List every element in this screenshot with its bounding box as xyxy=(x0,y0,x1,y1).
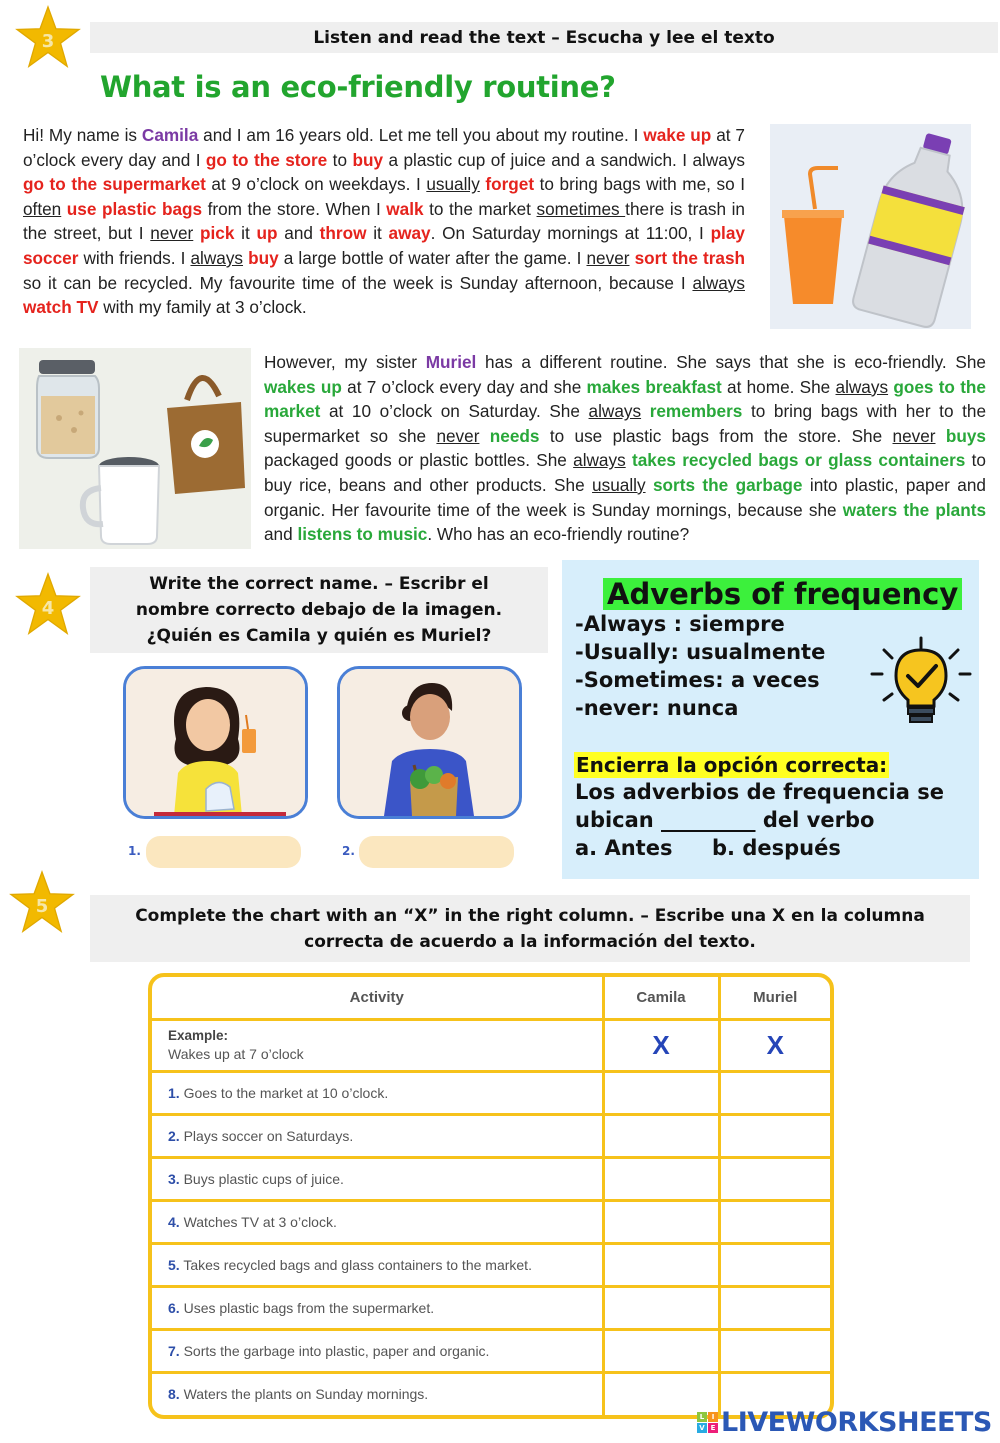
highlighted-phrase: wakes up xyxy=(264,376,342,397)
woman-with-grocery-bag-picture xyxy=(337,666,522,819)
answer-2-label: 2. xyxy=(342,844,355,858)
encircle-instruction: Encierra la opción correcta: xyxy=(576,753,888,777)
table-row xyxy=(152,1329,830,1372)
text-segment: However, my sister xyxy=(264,352,426,372)
highlighted-phrase: away xyxy=(388,223,431,244)
column-header-activity: Activity xyxy=(152,977,603,1019)
activity-text: Uses plastic bags from the supermarket. xyxy=(183,1299,435,1316)
answer-2-input[interactable] xyxy=(359,836,514,868)
text-segment: to xyxy=(327,149,353,170)
section-5-instruction xyxy=(90,895,970,962)
text-segment: a large bottle of water after the game. I xyxy=(278,247,587,268)
lightbulb-icon xyxy=(870,636,972,731)
highlighted-phrase: walk xyxy=(386,198,424,219)
text-segment: . Who has an eco-friendly routine? xyxy=(427,524,690,545)
activity-cell xyxy=(152,1286,603,1329)
text-segment: to use plastic bags from the store. She xyxy=(539,425,893,446)
highlighted-phrase: buy xyxy=(248,247,279,268)
text-segment: with friends. I xyxy=(78,247,191,268)
highlighted-phrase: play soccer xyxy=(23,223,745,268)
camila-answer-cell[interactable] xyxy=(603,1243,719,1286)
text-segment: it xyxy=(234,223,257,244)
adverb-underlined: always xyxy=(588,401,642,422)
highlighted-phrase: up xyxy=(256,223,278,244)
muriel-answer-cell[interactable] xyxy=(719,1071,830,1114)
logo-letter: E xyxy=(708,1423,718,1433)
highlighted-phrase: Camila xyxy=(141,125,199,145)
adverb-underlined: never xyxy=(150,223,194,244)
adverb-question-line: Los adverbios de frequencia se xyxy=(575,780,944,804)
section-5-number: 5 xyxy=(35,895,49,917)
table-row xyxy=(152,1114,830,1157)
table-row xyxy=(152,1071,830,1114)
activity-cell xyxy=(152,1157,603,1200)
highlighted-phrase: waters the plants xyxy=(842,499,987,520)
liveworksheets-logo xyxy=(697,1407,992,1438)
activity-number: 6. xyxy=(168,1299,180,1316)
option-b[interactable]: b. después xyxy=(712,836,841,860)
highlighted-phrase: buys xyxy=(945,425,986,446)
activity-text: Buys plastic cups of juice. xyxy=(183,1170,344,1187)
highlighted-phrase: remembers xyxy=(649,401,743,422)
highlighted-phrase: Muriel xyxy=(425,352,477,372)
activity-cell xyxy=(152,1329,603,1372)
highlighted-phrase: sorts the garbage xyxy=(652,474,803,495)
page-title: What is an eco-friendly routine? xyxy=(100,70,616,104)
adverb-item: -Usually: usualmente xyxy=(575,640,826,664)
section-4-instruction-line: Write the correct name. – Escribr el xyxy=(149,574,489,594)
highlighted-phrase: listens to music xyxy=(297,524,428,545)
camila-reading-text xyxy=(23,123,745,320)
muriel-answer-cell[interactable] xyxy=(719,1243,830,1286)
camila-answer-cell[interactable] xyxy=(603,1200,719,1243)
muriel-answer-cell[interactable] xyxy=(719,1200,830,1243)
section-5-star-icon xyxy=(9,870,75,936)
girl-with-plastic-bag-picture xyxy=(123,666,308,819)
muriel-answer-cell[interactable] xyxy=(719,1114,830,1157)
text-segment: and xyxy=(277,223,320,244)
adverb-underlined: usually xyxy=(426,174,480,195)
section-4-star-icon xyxy=(15,572,81,638)
table-row xyxy=(152,1200,830,1243)
muriel-answer-cell[interactable] xyxy=(719,1329,830,1372)
highlighted-phrase: watch TV xyxy=(23,297,99,318)
activity-number: 7. xyxy=(168,1342,180,1359)
text-segment: at 9 o’clock on weekdays. I xyxy=(205,174,427,195)
table-row xyxy=(152,1157,830,1200)
liveworksheets-logo-text: LIVEWORKSHEETS xyxy=(721,1407,992,1438)
activity-text: Watches TV at 3 o’clock. xyxy=(183,1213,337,1230)
activity-number: 8. xyxy=(168,1386,180,1403)
camila-answer-cell[interactable] xyxy=(603,1071,719,1114)
adverbs-title: Adverbs of frequency xyxy=(603,578,962,610)
table-row xyxy=(152,1286,830,1329)
activity-cell xyxy=(152,1372,603,1415)
adverb-underlined: always xyxy=(190,247,244,268)
text-segment: at 7 o’clock every day and I xyxy=(23,125,745,170)
adverb-underlined: often xyxy=(23,198,62,219)
section-4-instruction-line: nombre correcto debajo de la imagen. xyxy=(135,600,503,620)
text-segment: a plastic cup of juice and a sandwich. I always xyxy=(383,149,746,170)
logo-letter: V xyxy=(697,1423,707,1433)
adverb-underlined: never xyxy=(892,425,936,446)
section-3-number: 3 xyxy=(41,30,55,52)
highlighted-phrase: sort the trash xyxy=(634,247,746,268)
juice-cup-and-bottle-image xyxy=(770,124,971,329)
example-label: Example: xyxy=(168,1028,229,1043)
text-segment xyxy=(641,401,650,421)
highlighted-phrase: takes recycled bags or glass containers xyxy=(631,450,966,471)
section-4-instruction xyxy=(90,567,548,653)
highlighted-phrase: throw xyxy=(319,223,367,244)
adverb-underlined: sometimes xyxy=(536,198,626,219)
text-segment xyxy=(479,426,489,446)
camila-answer-cell[interactable] xyxy=(603,1329,719,1372)
text-segment: and I am 16 years old. Let me tell you about my routine. I xyxy=(198,125,644,145)
muriel-answer-cell[interactable] xyxy=(719,1157,830,1200)
section-4-number: 4 xyxy=(41,597,55,619)
highlighted-phrase: wake up xyxy=(643,125,712,145)
text-segment: to buy rice, beans and other products. She xyxy=(264,450,986,495)
highlighted-phrase: pick xyxy=(200,223,235,244)
text-segment: . On Saturday mornings at 11:00, I xyxy=(430,223,711,244)
activity-cell xyxy=(152,1114,603,1157)
example-row xyxy=(152,1019,830,1071)
column-header-muriel: Muriel xyxy=(719,977,830,1019)
table-row xyxy=(152,1243,830,1286)
muriel-reading-text xyxy=(264,350,986,547)
text-segment: has a different routine. She says that she is eco-friendly. She xyxy=(476,352,986,372)
section-5-instruction-line: Complete the chart with an “X” in the right column. – Escribe una X en la columna xyxy=(135,905,925,926)
text-segment: with my family at 3 o’clock. xyxy=(98,297,307,318)
activity-cell xyxy=(152,1243,603,1286)
highlighted-phrase: needs xyxy=(489,425,540,446)
highlighted-phrase: makes breakfast xyxy=(586,376,722,397)
text-segment: at 7 o’clock every day and she xyxy=(341,376,587,397)
activity-chart xyxy=(148,973,834,1419)
eco-containers-image xyxy=(19,348,251,549)
adverb-underlined: usually xyxy=(592,474,646,495)
activity-text: Sorts the garbage into plastic, paper and organic. xyxy=(183,1342,490,1359)
text-segment: it xyxy=(366,223,389,244)
text-segment: at home. She xyxy=(721,376,836,397)
adverb-item: -Sometimes: a veces xyxy=(575,668,820,692)
section-4-instruction-line: ¿Quién es Camila y quién es Muriel? xyxy=(146,626,492,646)
example-muriel-mark: X xyxy=(719,1019,830,1071)
adverb-underlined: never xyxy=(586,247,630,268)
text-segment xyxy=(936,426,946,446)
camila-answer-cell[interactable] xyxy=(603,1286,719,1329)
text-segment xyxy=(646,475,653,495)
highlighted-phrase: use plastic bags xyxy=(66,198,203,219)
activity-text: Plays soccer on Saturdays. xyxy=(183,1127,354,1144)
camila-answer-cell[interactable] xyxy=(603,1157,719,1200)
adverb-underlined: always xyxy=(692,272,745,293)
highlighted-phrase: go to the store xyxy=(205,149,328,170)
text-segment: there is trash in the street, but I xyxy=(23,198,745,244)
liveworksheets-logo-icon xyxy=(697,1412,718,1433)
text-segment: so it can be recycled. My favourite time of the week is Sunday afternoon, because I xyxy=(23,272,693,293)
highlighted-phrase: goes to the market xyxy=(264,376,986,422)
section-5-instruction-line: correcta de acuerdo a la información del texto. xyxy=(304,931,756,952)
example-text: Wakes up at 7 o’clock xyxy=(168,1046,304,1062)
column-header-camila: Camila xyxy=(603,977,719,1019)
muriel-answer-cell[interactable] xyxy=(719,1286,830,1329)
adverb-underlined: always xyxy=(835,376,889,397)
adverb-item: -never: nunca xyxy=(575,696,739,720)
example-cell xyxy=(152,1019,603,1071)
text-segment: from the store. When I xyxy=(202,198,387,219)
text-segment: and xyxy=(264,524,298,545)
logo-letter: I xyxy=(708,1412,718,1422)
activity-number: 3. xyxy=(168,1170,180,1187)
activity-text: Goes to the market at 10 o’clock. xyxy=(183,1084,389,1101)
activity-number: 2. xyxy=(168,1127,180,1144)
activity-text: Waters the plants on Sunday mornings. xyxy=(183,1386,429,1403)
adverb-underlined: never xyxy=(436,425,480,446)
answer-1-label: 1. xyxy=(128,844,141,858)
highlighted-phrase: go to the supermarket xyxy=(23,174,206,195)
adverb-underlined: always xyxy=(573,450,626,471)
section-3-instruction: Listen and read the text – Escucha y lee el texto xyxy=(90,22,998,53)
example-camila-mark: X xyxy=(603,1019,719,1071)
activity-cell xyxy=(152,1071,603,1114)
activity-text: Takes recycled bags and glass containers to the market. xyxy=(183,1256,532,1273)
highlighted-phrase: forget xyxy=(485,174,535,195)
activity-cell xyxy=(152,1200,603,1243)
logo-letter: L xyxy=(697,1412,707,1422)
activity-number: 4. xyxy=(168,1213,180,1230)
option-a[interactable]: a. Antes xyxy=(575,836,673,860)
text-segment: to bring bags with her to the supermarket so she xyxy=(264,401,987,446)
text-segment: Hi! My name is xyxy=(23,125,142,145)
adverb-question-line: ubican _________ del verbo xyxy=(575,808,875,832)
text-segment: into plastic, paper and organic. Her favourite time of the week is Sunday mornings, because she xyxy=(264,474,986,520)
answer-1-input[interactable] xyxy=(146,836,301,868)
section-3-star-icon xyxy=(15,5,81,71)
text-segment: at 10 o’clock on Saturday. She xyxy=(320,401,589,422)
adverb-item: -Always : siempre xyxy=(575,612,785,636)
activity-number: 5. xyxy=(168,1256,180,1273)
text-segment: to bring bags with me, so I xyxy=(534,174,745,195)
text-segment: to the market xyxy=(423,198,537,219)
text-segment: packaged goods or plastic bottles. She xyxy=(264,450,574,471)
activity-number: 1. xyxy=(168,1084,180,1101)
camila-answer-cell[interactable] xyxy=(603,1114,719,1157)
highlighted-phrase: buy xyxy=(352,149,384,170)
